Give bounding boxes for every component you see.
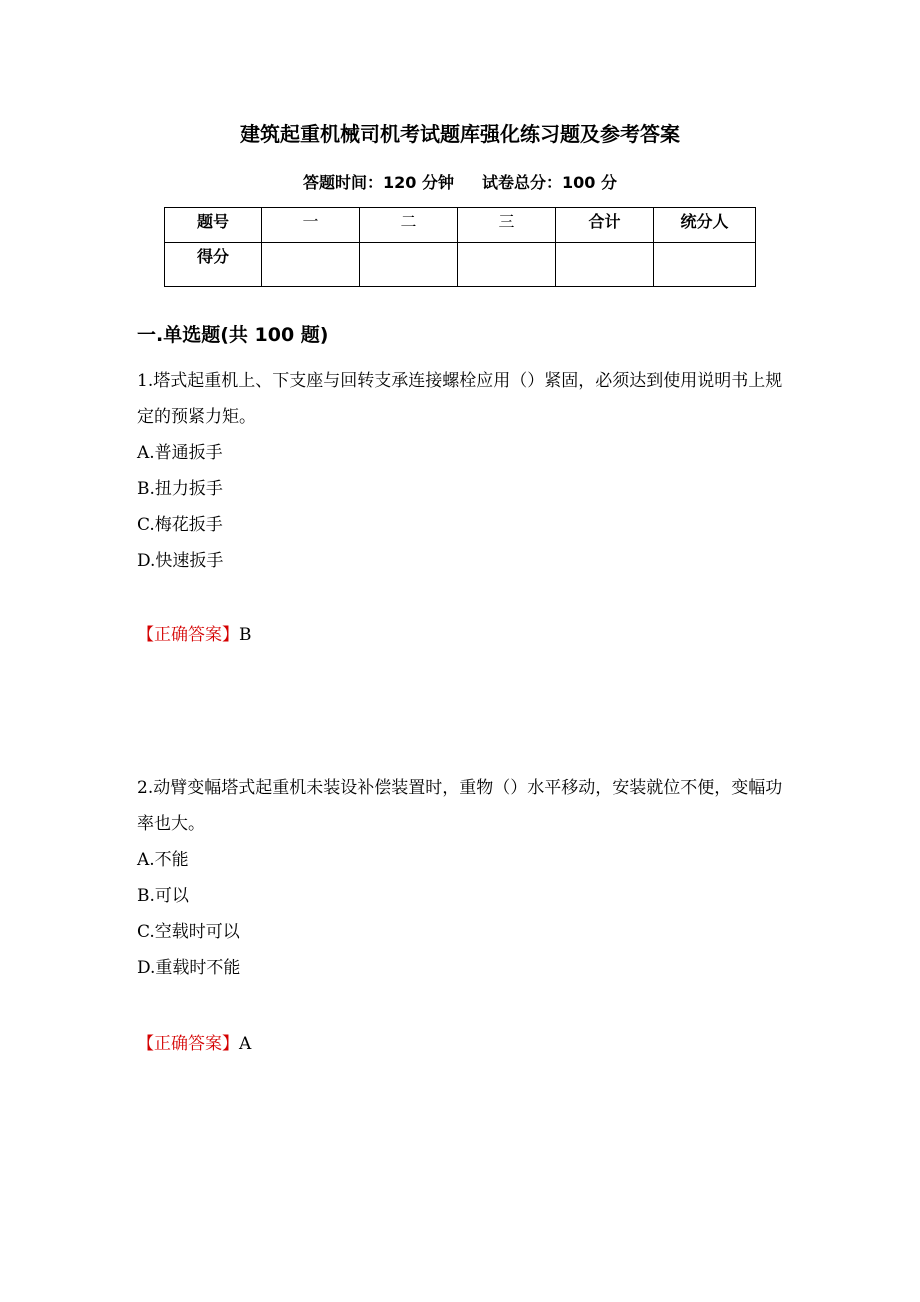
- answer-1: [137, 620, 252, 645]
- question-2: [137, 770, 797, 986]
- answer-label: 【正确答案】: [137, 1034, 239, 1054]
- document-title: 建筑起重机械司机考试题库强化练习题及参考答案: [240, 122, 680, 146]
- answer-label: 【正确答案】: [137, 625, 239, 645]
- section-title: 一.单选题(共 100 题): [137, 324, 329, 346]
- option-b: B.扭力扳手: [137, 479, 223, 499]
- score-table: [164, 207, 756, 287]
- score-table-cell: [262, 243, 360, 287]
- exam-meta: [0, 170, 920, 193]
- score-table-cell: 一: [262, 208, 360, 243]
- answer-letter: B: [239, 625, 252, 645]
- score-table-cell: 合计: [556, 208, 654, 243]
- question-stem: 1.塔式起重机上、下支座与回转支承连接螺栓应用（）紧固，必须达到使用说明书上规定的预紧力矩。: [137, 371, 783, 427]
- option-c: C.空载时可以: [137, 922, 240, 942]
- score-table-cell: [360, 243, 458, 287]
- score-table-cell: [458, 243, 556, 287]
- score-table-cell: 二: [360, 208, 458, 243]
- score-table-cell: [654, 243, 756, 287]
- score-table-cell: 题号: [165, 208, 262, 243]
- option-a: A.普通扳手: [137, 443, 223, 463]
- score-table-cell: 得分: [165, 243, 262, 287]
- score-table-header-row: [165, 208, 756, 243]
- question-1: [137, 363, 797, 579]
- score-table-score-row: [165, 243, 756, 287]
- option-d: D.快速扳手: [137, 551, 224, 571]
- answer-letter: A: [239, 1034, 252, 1054]
- option-d: D.重载时不能: [137, 958, 241, 978]
- option-b: B.可以: [137, 886, 189, 906]
- answer-2: [137, 1029, 251, 1054]
- score-table-cell: [556, 243, 654, 287]
- score-table-cell: 三: [458, 208, 556, 243]
- option-a: A.不能: [137, 850, 189, 870]
- score-table-cell: 统分人: [654, 208, 756, 243]
- exam-total-score: 试卷总分：100 分: [482, 173, 617, 192]
- option-c: C.梅花扳手: [137, 515, 223, 535]
- question-stem: 2.动臂变幅塔式起重机未装设补偿装置时，重物（）水平移动，安装就位不便，变幅功率也大。: [137, 778, 783, 834]
- exam-time: 答题时间：120 分钟: [303, 173, 454, 192]
